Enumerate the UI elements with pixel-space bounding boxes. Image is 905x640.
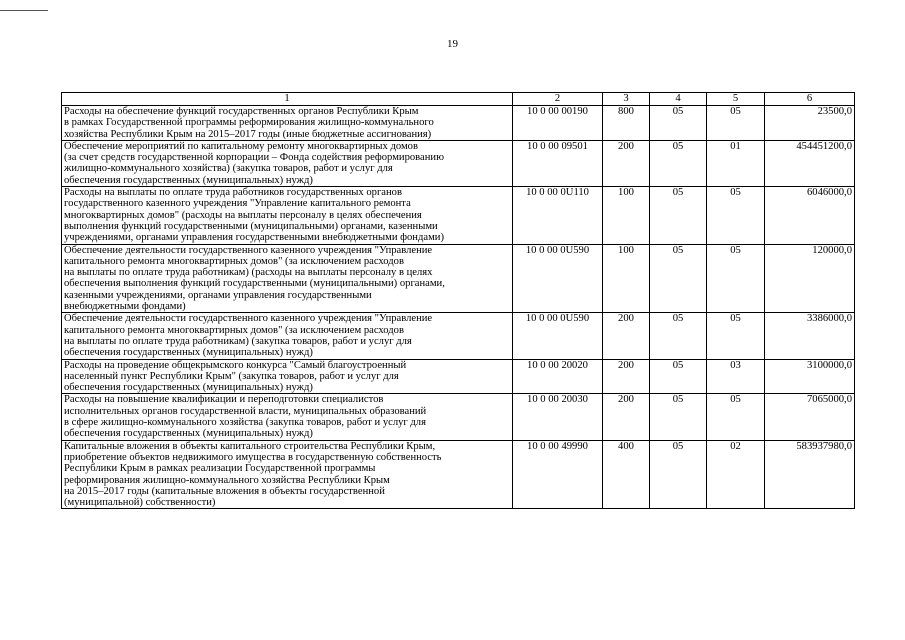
section-code: 05	[650, 359, 707, 394]
table-row	[62, 244, 855, 313]
target-article-code: 10 0 00 00190	[513, 106, 603, 141]
section-code: 05	[650, 187, 707, 244]
expense-type-code: 200	[603, 359, 650, 394]
description-line: обеспечения государственных (муниципальных) нужд)	[64, 382, 313, 394]
description-line: обеспечения государственных (муниципальных) нужд)	[64, 174, 313, 186]
target-article-code: 10 0 00 0U110	[513, 187, 603, 244]
description-line: Расходы на повышение квалификации и переподготовки специалистов	[64, 394, 384, 406]
description-line: государственного казенного учреждения "Управление капитального ремонта	[64, 198, 411, 210]
description-line: капитального ремонта многоквартирных домов" (за исключением расходов	[64, 324, 404, 336]
header-row	[62, 93, 855, 106]
expense-description	[62, 359, 513, 394]
expense-type-code: 200	[603, 313, 650, 359]
amount: 7065000,0	[765, 394, 855, 440]
target-article-code: 10 0 00 20020	[513, 359, 603, 394]
amount: 23500,0	[765, 106, 855, 141]
subsection-code: 05	[707, 187, 765, 244]
subsection-code: 05	[707, 313, 765, 359]
column-header-2: 2	[513, 93, 603, 106]
table-row	[62, 187, 855, 244]
expense-type-code: 100	[603, 244, 650, 313]
amount: 120000,0	[765, 244, 855, 313]
column-header-5: 5	[707, 93, 765, 106]
description-line: реформирования жилищно-коммунального хозяйства Республики Крым	[64, 474, 390, 486]
section-code: 05	[650, 313, 707, 359]
description-line: на 2015–2017 годы (капитальные вложения в объекты государственной	[64, 485, 385, 497]
description-line: обеспечения выполнения функций государственными (муниципальными) органами,	[64, 278, 445, 290]
description-line: казенными учреждениями, органами управления государственными	[64, 289, 372, 301]
expense-type-code: 200	[603, 140, 650, 186]
expense-description	[62, 394, 513, 440]
description-line: капитального ремонта многоквартирных домов" (за исключением расходов	[64, 255, 404, 267]
column-header-6: 6	[765, 93, 855, 106]
target-article-code: 10 0 00 09501	[513, 140, 603, 186]
section-code: 05	[650, 244, 707, 313]
section-code: 05	[650, 394, 707, 440]
table-row	[62, 359, 855, 394]
description-line: многоквартирных домов" (расходы на выплаты персоналу в целях обеспечения	[64, 209, 422, 221]
description-line: выполнения функций государственными (муниципальными) органами, казенными	[64, 220, 438, 232]
target-article-code: 10 0 00 20030	[513, 394, 603, 440]
description-line: исполнительных органов государственной власти, муниципальных образований	[64, 405, 427, 417]
description-line: хозяйства Республики Крым на 2015–2017 годы (иные бюджетные ассигнования)	[64, 128, 432, 140]
description-line: на выплаты по оплате труда работникам) (расходы на выплаты персоналу в целях	[64, 267, 433, 279]
description-line: Обеспечение мероприятий по капитальному ремонту многоквартирных домов	[64, 140, 418, 152]
description-line: Обеспечение деятельности государственного казенного учреждения "Управление	[64, 313, 433, 325]
section-code: 05	[650, 140, 707, 186]
description-line: Расходы на выплаты по оплате труда работников государственных органов	[64, 187, 402, 199]
expense-type-code: 800	[603, 106, 650, 141]
description-line: обеспечения государственных (муниципальных) нужд)	[64, 347, 313, 359]
subsection-code: 05	[707, 106, 765, 141]
description-line: учреждениями, органами управления государственными внебюджетными фондами)	[64, 232, 444, 244]
description-line: Капитальные вложения в объекты капитального строительства Республики Крым,	[64, 440, 436, 452]
description-line: Республики Крым в рамках реализации Государственной программы	[64, 463, 376, 475]
scan-edge-line	[0, 10, 48, 11]
description-line: (муниципальной) собственности)	[64, 497, 216, 509]
target-article-code: 10 0 00 0U590	[513, 244, 603, 313]
expense-description	[62, 106, 513, 141]
column-header-4: 4	[650, 93, 707, 106]
expense-description	[62, 440, 513, 509]
description-line: в рамках Государственной программы реформирования жилищно-коммунального	[64, 117, 434, 129]
amount: 454451200,0	[765, 140, 855, 186]
subsection-code: 03	[707, 359, 765, 394]
description-line: жилищно-коммунального хозяйства) (закупка товаров, работ и услуг для	[64, 163, 393, 175]
budget-table	[61, 92, 855, 509]
description-line: приобретение объектов недвижимого имущества в государственную собственность	[64, 451, 442, 463]
subsection-code: 05	[707, 244, 765, 313]
subsection-code: 05	[707, 394, 765, 440]
amount: 6046000,0	[765, 187, 855, 244]
table-row	[62, 394, 855, 440]
target-article-code: 10 0 00 0U590	[513, 313, 603, 359]
description-line: в сфере жилищно-коммунального хозяйства (закупка товаров, работ и услуг для	[64, 417, 426, 429]
expense-type-code: 200	[603, 394, 650, 440]
expense-description	[62, 313, 513, 359]
expense-type-code: 100	[603, 187, 650, 244]
section-code: 05	[650, 440, 707, 509]
expense-description	[62, 187, 513, 244]
description-line: внебюджетными фондами)	[64, 301, 186, 313]
expense-type-code: 400	[603, 440, 650, 509]
amount: 583937980,0	[765, 440, 855, 509]
description-line: Обеспечение деятельности государственного казенного учреждения "Управление	[64, 244, 433, 256]
column-header-1: 1	[62, 93, 513, 106]
table-row	[62, 140, 855, 186]
description-line: на выплаты по оплате труда работникам) (закупка товаров, работ и услуг для	[64, 335, 412, 347]
column-header-3: 3	[603, 93, 650, 106]
description-line: Расходы на обеспечение функций государственных органов Республики Крым	[64, 106, 419, 117]
description-line: (за счет средств государственной корпорации – Фонда содействия реформированию	[64, 152, 444, 164]
description-line: обеспечения государственных (муниципальных) нужд)	[64, 428, 313, 440]
table-row	[62, 440, 855, 509]
table-row	[62, 313, 855, 359]
expense-description	[62, 140, 513, 186]
amount: 3100000,0	[765, 359, 855, 394]
table-row	[62, 106, 855, 141]
section-code: 05	[650, 106, 707, 141]
page-number: 19	[447, 38, 458, 50]
description-line: Расходы на проведение общекрымского конкурса "Самый благоустроенный	[64, 359, 407, 371]
subsection-code: 01	[707, 140, 765, 186]
description-line: населенный пункт Республики Крым" (закупка товаров, работ и услуг для	[64, 370, 399, 382]
target-article-code: 10 0 00 49990	[513, 440, 603, 509]
amount: 3386000,0	[765, 313, 855, 359]
subsection-code: 02	[707, 440, 765, 509]
expense-description	[62, 244, 513, 313]
